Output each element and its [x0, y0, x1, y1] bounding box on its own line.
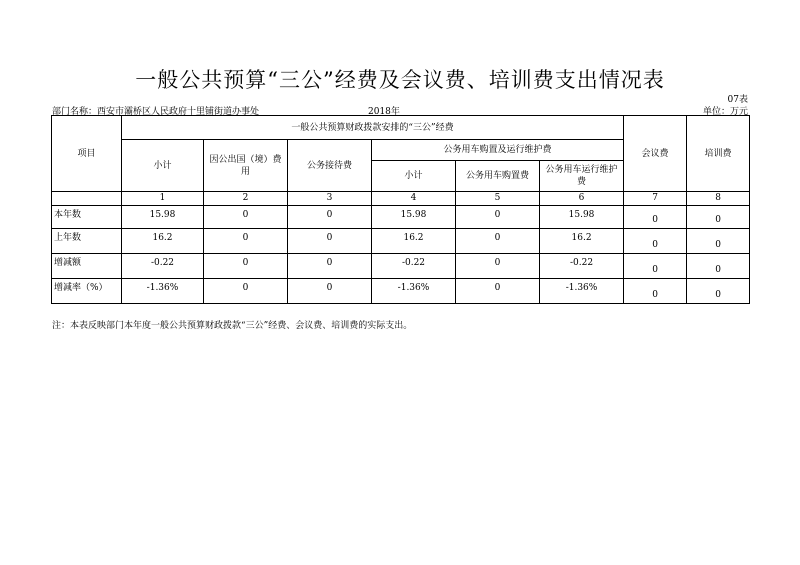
table-cell: 15.98: [372, 206, 456, 229]
header-subtotal: 小计: [122, 140, 204, 192]
table-cell: 0: [687, 206, 750, 229]
table-cell: 0: [288, 279, 372, 304]
table-cell: -1.36%: [372, 279, 456, 304]
table-row: [52, 229, 750, 254]
table-cell: -1.36%: [122, 279, 204, 304]
row-label: 上年数: [52, 229, 122, 254]
table-cell: 0: [456, 279, 540, 304]
table-cell: 0: [204, 206, 288, 229]
col-number: 3: [288, 192, 372, 206]
header-reception: 公务接待费: [288, 140, 372, 192]
table-cell: 0: [687, 279, 750, 304]
col-number: 7: [624, 192, 687, 206]
column-number-row: [52, 192, 750, 206]
table-cell: 0: [624, 254, 687, 279]
table-cell: 16.2: [122, 229, 204, 254]
table-cell: 0: [204, 279, 288, 304]
col-number: 2: [204, 192, 288, 206]
table-cell: 0: [624, 206, 687, 229]
header-vehicle-maintenance: 公务用车运行维护费: [540, 161, 624, 192]
table-cell: -1.36%: [540, 279, 624, 304]
table-cell: 0: [456, 254, 540, 279]
table-cell: 0: [204, 254, 288, 279]
page-title: 一般公共预算“三公”经费及会议费、培训费支出情况表: [135, 68, 665, 92]
table-cell: 0: [624, 229, 687, 254]
table-cell: -0.22: [540, 254, 624, 279]
table-cell: 15.98: [122, 206, 204, 229]
unit-label: 单位：万元: [702, 107, 748, 117]
table-cell: 0: [624, 279, 687, 304]
col-number: 1: [122, 192, 204, 206]
header-vehicle-subtotal: 小计: [372, 161, 456, 192]
row-label: 增减额: [52, 254, 122, 279]
header-item: 项目: [52, 116, 122, 192]
col-number: 8: [687, 192, 750, 206]
header-training: 培训费: [687, 116, 750, 192]
col-number: 4: [372, 192, 456, 206]
table-cell: 0: [288, 229, 372, 254]
table-cell: 0: [687, 254, 750, 279]
table-cell: 16.2: [372, 229, 456, 254]
table-note: 注：本表反映部门本年度一般公共预算财政拨款“三公”经费、会议费、培训费的实际支出。: [52, 321, 413, 331]
report-year: 2018年: [368, 107, 400, 117]
header-three-public-group: 一般公共预算财政拨款安排的“三公”经费: [122, 116, 624, 140]
table-row: [52, 279, 750, 304]
header-abroad: 因公出国（境）费用: [204, 140, 288, 192]
header-vehicle-group: 公务用车购置及运行维护费: [372, 140, 624, 161]
table-cell: 0: [456, 229, 540, 254]
table-cell: 16.2: [540, 229, 624, 254]
form-number: 07表: [727, 95, 748, 105]
row-label: 本年数: [52, 206, 122, 229]
header-vehicle-purchase: 公务用车购置费: [456, 161, 540, 192]
expense-table: [51, 115, 750, 304]
table-cell: 0: [687, 229, 750, 254]
table-row: [52, 254, 750, 279]
col-number: 6: [540, 192, 624, 206]
col-number: 5: [456, 192, 540, 206]
table-cell: -0.22: [372, 254, 456, 279]
table-cell: -0.22: [122, 254, 204, 279]
table-cell: 0: [288, 206, 372, 229]
table-cell: 15.98: [540, 206, 624, 229]
table-cell: 0: [288, 254, 372, 279]
header-meeting: 会议费: [624, 116, 687, 192]
row-label: 增减率（%）: [52, 279, 122, 304]
department-name: 部门名称：西安市灞桥区人民政府十里铺街道办事处: [52, 107, 260, 117]
table-row: [52, 206, 750, 229]
table-cell: 0: [456, 206, 540, 229]
table-cell: 0: [204, 229, 288, 254]
